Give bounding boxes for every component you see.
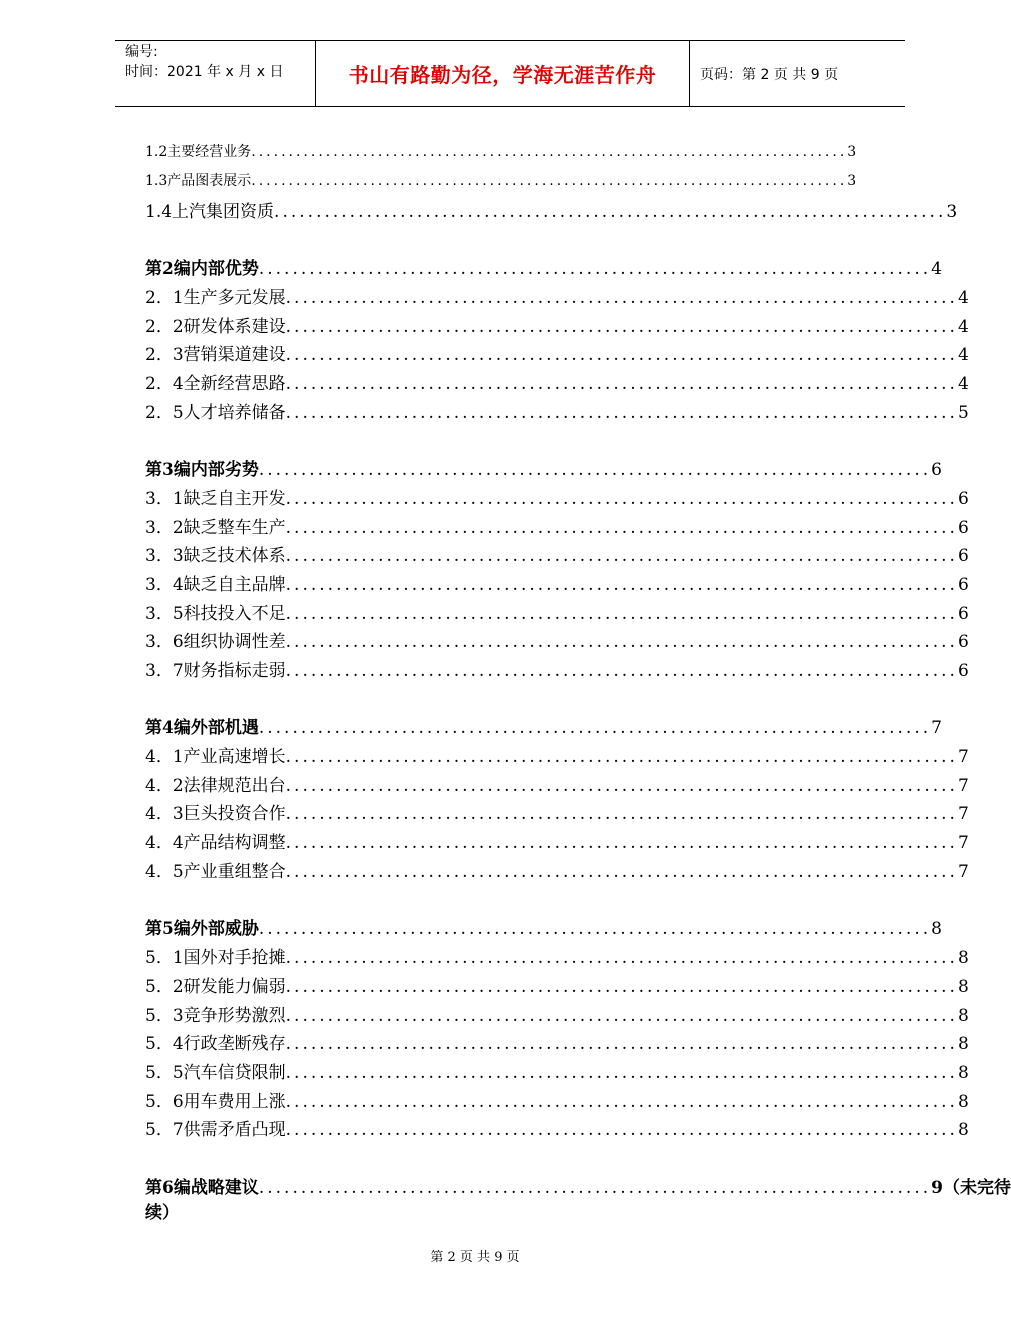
toc-entry: 5．6用车费用上涨 ................................................................................ 8 — [145, 1087, 847, 1112]
toc-entry: 2．2研发体系建设 ................................................................................ 4 — [145, 312, 847, 337]
toc-chapter-label: 第3编 — [145, 460, 191, 480]
toc-entry-label: 3．4缺乏自主品牌 — [145, 575, 286, 595]
header-motto-cell — [316, 41, 690, 106]
toc-entry: 4．1产业高速增长 ................................................................................ 7 — [145, 742, 847, 767]
toc-entry: 1.2主要经营业务 ................................................................................ 3 — [145, 141, 751, 161]
toc-entry: 1.4上汽集团资质 ................................................................................ 3 — [145, 197, 839, 222]
toc-chapter-title: 外部威胁 — [190, 919, 259, 939]
toc-entry-page: 7 — [931, 718, 942, 738]
toc-chapter-title: 内部劣势 — [190, 460, 259, 480]
toc-entry-label: 5．7供需矛盾凸现 — [145, 1120, 286, 1140]
toc-entry-label: 4．1产业高速增长 — [145, 747, 286, 767]
toc-entry-page: 4 — [957, 317, 969, 337]
toc-entry: 5．2研发能力偏弱 ................................................................................ 8 — [145, 972, 847, 997]
toc-entry-page: 6 — [957, 661, 969, 681]
toc-chapter: 第6编 战略建议 ................................................................................ 9（未完待 — [145, 1173, 852, 1198]
toc-entry-page: 6 — [957, 575, 969, 595]
toc-entry-label: 3．6组织协调性差 — [145, 632, 286, 652]
page-header — [115, 40, 905, 107]
toc-entry-label: 5．6用车费用上涨 — [145, 1092, 286, 1112]
toc-entry-page: 3 — [847, 144, 857, 160]
toc-entry-page: 9（未完待 — [931, 1178, 1011, 1198]
toc-entry-page: 7 — [957, 747, 969, 767]
toc-entry-page: 6 — [957, 604, 969, 624]
toc-entry-page: 7 — [957, 776, 969, 796]
toc-entry-page: 8 — [957, 1063, 969, 1083]
toc-entry-page: 8 — [957, 977, 969, 997]
toc-entry-page: 3 — [946, 202, 958, 222]
toc-entry: 5．7供需矛盾凸现 ................................................................................ 8 — [145, 1115, 847, 1140]
toc-entry-page: 6 — [957, 518, 969, 538]
toc-entry: 5．5汽车信贷限制 ................................................................................ 8 — [145, 1058, 847, 1083]
toc-chapter: 第2编 内部优势 ................................................................................ 4 — [145, 254, 785, 279]
time-label: 时间：2021 年 x 月 x 日 — [125, 64, 284, 80]
toc-chapter: 第5编 外部威胁 ................................................................................ 8 — [145, 914, 795, 939]
toc-entry-label: 5．5汽车信贷限制 — [145, 1063, 286, 1083]
toc-entry-label: 3．5科技投入不足 — [145, 604, 286, 624]
toc-entry-page: 7 — [957, 862, 969, 882]
toc-chapter-title: 战略建议 — [190, 1178, 259, 1198]
toc-entry-label: 3．7财务指标走弱 — [145, 661, 286, 681]
toc-entry-page: 8 — [957, 1092, 969, 1112]
toc-entry-label: 4．4产品结构调整 — [145, 833, 286, 853]
toc-entry: 3．3缺乏技术体系 ................................................................................ 6 — [145, 541, 847, 566]
header-motto: 书山有路勤为径，学海无涯苦作舟 — [348, 63, 657, 87]
toc-entry: 1.3产品图表展示 ................................................................................ 3 — [145, 170, 751, 190]
toc-chapter-label: 第2编 — [145, 259, 191, 279]
toc-entry-page: 8 — [957, 1120, 969, 1140]
toc-entry-label: 4．2法律规范出台 — [145, 776, 286, 796]
toc-entry-page: 8 — [957, 948, 969, 968]
toc-entry: 5．4行政垄断残存 ................................................................................ 8 — [145, 1029, 847, 1054]
toc-chapter: 第3编 内部劣势 ................................................................................ 6 — [145, 455, 795, 480]
toc-entry: 4．5产业重组整合 ................................................................................ 7 — [145, 857, 847, 882]
toc-entry-page: 4 — [957, 288, 969, 308]
toc-entry-page: 7 — [957, 804, 969, 824]
toc-entry: 2．5人才培养储备 ................................................................................ 5 — [145, 398, 847, 423]
toc-entry-page: 7 — [957, 833, 969, 853]
toc-entry-label: 5．1国外对手抢摊 — [145, 948, 286, 968]
toc-entry: 2．3营销渠道建设 ................................................................................ 4 — [145, 340, 847, 365]
toc-entry: 4．4产品结构调整 ................................................................................ 7 — [145, 828, 847, 853]
toc-chapter-label: 第5编 — [145, 919, 191, 939]
toc-entry-label: 5．4行政垄断残存 — [145, 1034, 286, 1054]
toc-chapter: 第4编 外部机遇 ................................................................................ 7 — [145, 713, 795, 738]
toc-entry-label: 1.4上汽集团资质 — [145, 202, 275, 222]
toc-entry: 5．1国外对手抢摊 ................................................................................ 8 — [145, 943, 847, 968]
toc-entry: 3．6组织协调性差 ................................................................................ 6 — [145, 627, 847, 652]
code-label: 编号: — [125, 44, 158, 60]
toc-entry-label: 2．4全新经营思路 — [145, 374, 286, 394]
toc-entry-page: 6 — [957, 632, 969, 652]
toc-entry-page: 8 — [957, 1034, 969, 1054]
toc-entry-label: 1.3产品图表展示 — [145, 173, 252, 189]
toc-entry: 5．3竞争形势激烈 ................................................................................ 8 — [145, 1001, 847, 1026]
toc-entry-label: 5．2研发能力偏弱 — [145, 977, 286, 997]
toc-entry: 2．1生产多元发展 ................................................................................ 4 — [145, 283, 847, 308]
toc-entry-page: 6 — [931, 460, 942, 480]
toc-continuation: 续） — [145, 1203, 179, 1223]
header-meta — [115, 41, 316, 106]
toc-entry-page: 4 — [957, 374, 969, 394]
toc-entry: 4．2法律规范出台 ................................................................................ 7 — [145, 771, 847, 796]
page-footer: 第 2 页 共 9 页 — [430, 1250, 520, 1265]
toc-entry: 3．7财务指标走弱 ................................................................................ 6 — [145, 656, 847, 681]
toc-entry-label: 5．3竞争形势激烈 — [145, 1006, 286, 1026]
toc-entry-page: 6 — [957, 546, 969, 566]
toc-entry-page: 5 — [957, 403, 969, 423]
toc-entry-label: 3．2缺乏整车生产 — [145, 518, 286, 538]
toc-entry-page: 4 — [931, 259, 942, 279]
toc-entry: 3．2缺乏整车生产 ................................................................................ 6 — [145, 513, 847, 538]
toc-entry-label: 2．3营销渠道建设 — [145, 345, 286, 365]
toc-chapter-title: 外部机遇 — [190, 718, 259, 738]
toc-chapter-label: 第6编 — [145, 1178, 191, 1198]
toc-entry: 3．1缺乏自主开发 ................................................................................ 6 — [145, 484, 847, 509]
toc-entry: 3．5科技投入不足 ................................................................................ 6 — [145, 599, 847, 624]
toc-chapter-label: 第4编 — [145, 718, 191, 738]
toc-entry-label: 3．3缺乏技术体系 — [145, 546, 286, 566]
toc-entry-label: 4．3巨头投资合作 — [145, 804, 286, 824]
toc-entry-page: 6 — [957, 489, 969, 509]
toc-entry: 3．4缺乏自主品牌 ................................................................................ 6 — [145, 570, 847, 595]
toc-entry-label: 3．1缺乏自主开发 — [145, 489, 286, 509]
toc-entry-page: 8 — [931, 919, 942, 939]
toc-entry-page: 8 — [957, 1006, 969, 1026]
toc-entry-page: 4 — [957, 345, 969, 365]
toc-entry-page: 3 — [847, 173, 857, 189]
toc-entry-label: 2．1生产多元发展 — [145, 288, 286, 308]
toc-entry-label: 1.2主要经营业务 — [145, 144, 252, 160]
toc-entry-label: 4．5产业重组整合 — [145, 862, 286, 882]
toc-chapter-title: 内部优势 — [190, 259, 259, 279]
header-page-info: 页码：第 2 页 共 9 页 — [700, 66, 839, 83]
toc-entry-label: 2．2研发体系建设 — [145, 317, 286, 337]
toc-entry: 2．4全新经营思路 ................................................................................ 4 — [145, 369, 847, 394]
toc-entry: 4．3巨头投资合作 ................................................................................ 7 — [145, 799, 847, 824]
toc-entry-label: 2．5人才培养储备 — [145, 403, 286, 423]
